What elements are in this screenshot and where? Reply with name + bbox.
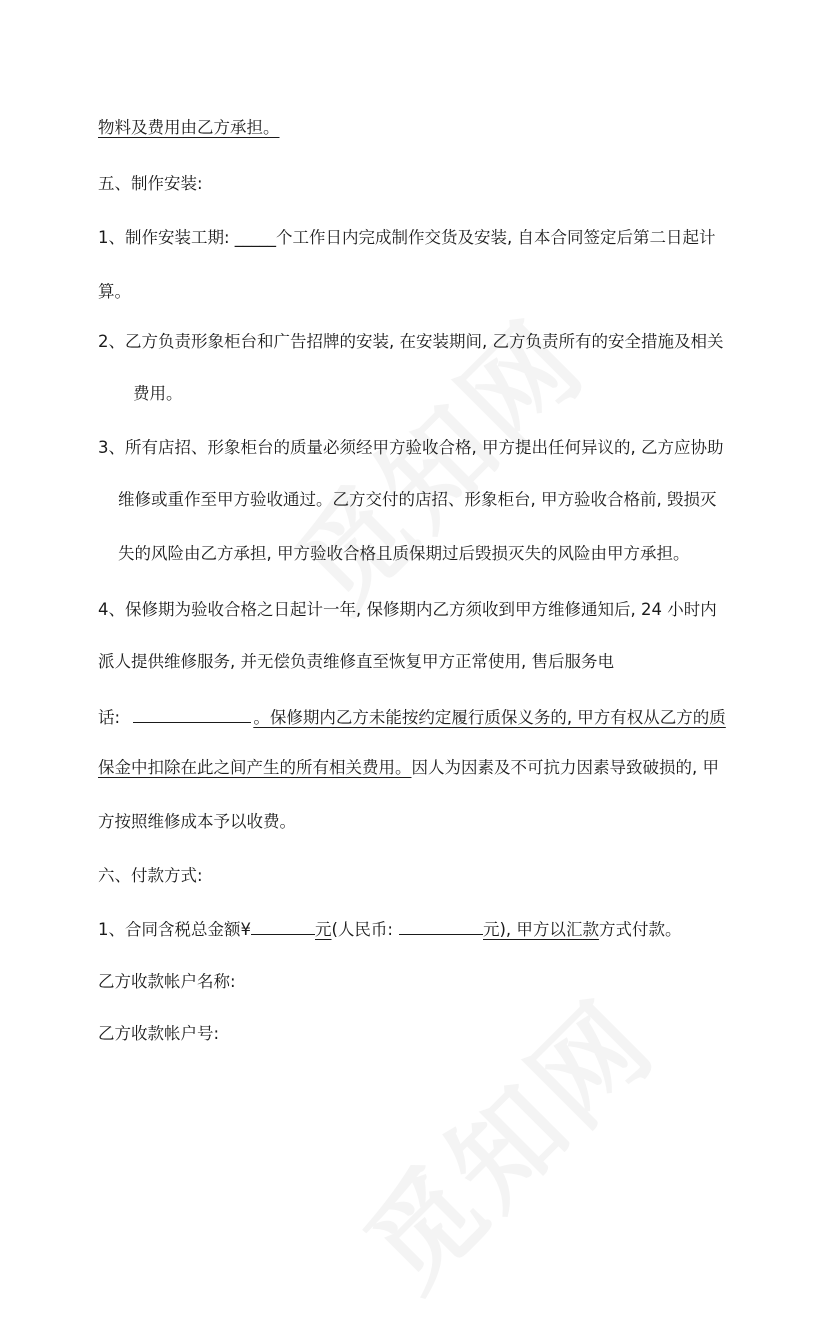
text-span: 方式付款。 [598, 920, 682, 939]
text-span: 元), 甲方以 [483, 920, 566, 939]
rmb-blank [399, 916, 483, 935]
text-line: 失的风险由乙方承担, 甲方验收合格且质保期过后毁损灭失的风险由甲方承担。 [118, 544, 690, 563]
text-line: 乙方收款帐户名称: [98, 972, 236, 991]
text-span: 1、合同含税总金额¥ [98, 920, 251, 939]
text-line: 方按照维修成本予以收费。 [98, 812, 296, 831]
section-heading: 五、制作安装: [98, 174, 203, 193]
text-span: 因人为因素及不可抗力因素导致破损的, 甲 [411, 758, 719, 777]
amount-blank [251, 916, 315, 935]
text-line [98, 704, 726, 730]
text-line: 3、所有店招、形象柜台的质量必须经甲方验收合格, 甲方提出任何异议的, 乙方应协助 [98, 438, 724, 457]
text-span: (人民币: [331, 920, 393, 939]
phone-blank [133, 704, 251, 723]
text-span: 元 [315, 920, 332, 939]
text-span: 保金中扣除在此之间产生的所有相关费用。 [98, 758, 412, 777]
text-line: 2、乙方负责形象柜台和广告招牌的安装, 在安装期间, 乙方负责所有的安全措施及相关 [98, 332, 724, 351]
text-line: 算。 [98, 282, 131, 301]
text-span: 。保修期内乙方未能按约定履行质保义务的, 甲方有权从乙方的质 [253, 708, 726, 727]
text-line [98, 756, 719, 780]
watermark [325, 960, 683, 1318]
text-line [98, 916, 681, 942]
text-line: 派人提供维修服务, 并无偿负责维修直至恢复甲方正常使用, 售后服务电 [98, 652, 614, 671]
section-heading: 六、付款方式: [98, 866, 203, 885]
text-line: 物料及费用由乙方承担。 [98, 118, 280, 137]
text-line: 1、制作安装工期: _____个工作日内完成制作交货及安装, 自本合同签定后第二日起计 [98, 228, 716, 247]
text-line: 费用。 [133, 384, 183, 403]
text-span: 话: [98, 708, 121, 727]
text-line: 4、保修期为验收合格之日起计一年, 保修期内乙方须收到甲方维修通知后, 24 小时内 [98, 600, 717, 619]
text-line: 维修或重作至甲方验收通过。乙方交付的店招、形象柜台, 甲方验收合格前, 毁损灭 [118, 490, 717, 509]
text-span: 汇款 [565, 920, 599, 939]
text-line: 乙方收款帐户号: [98, 1024, 220, 1043]
